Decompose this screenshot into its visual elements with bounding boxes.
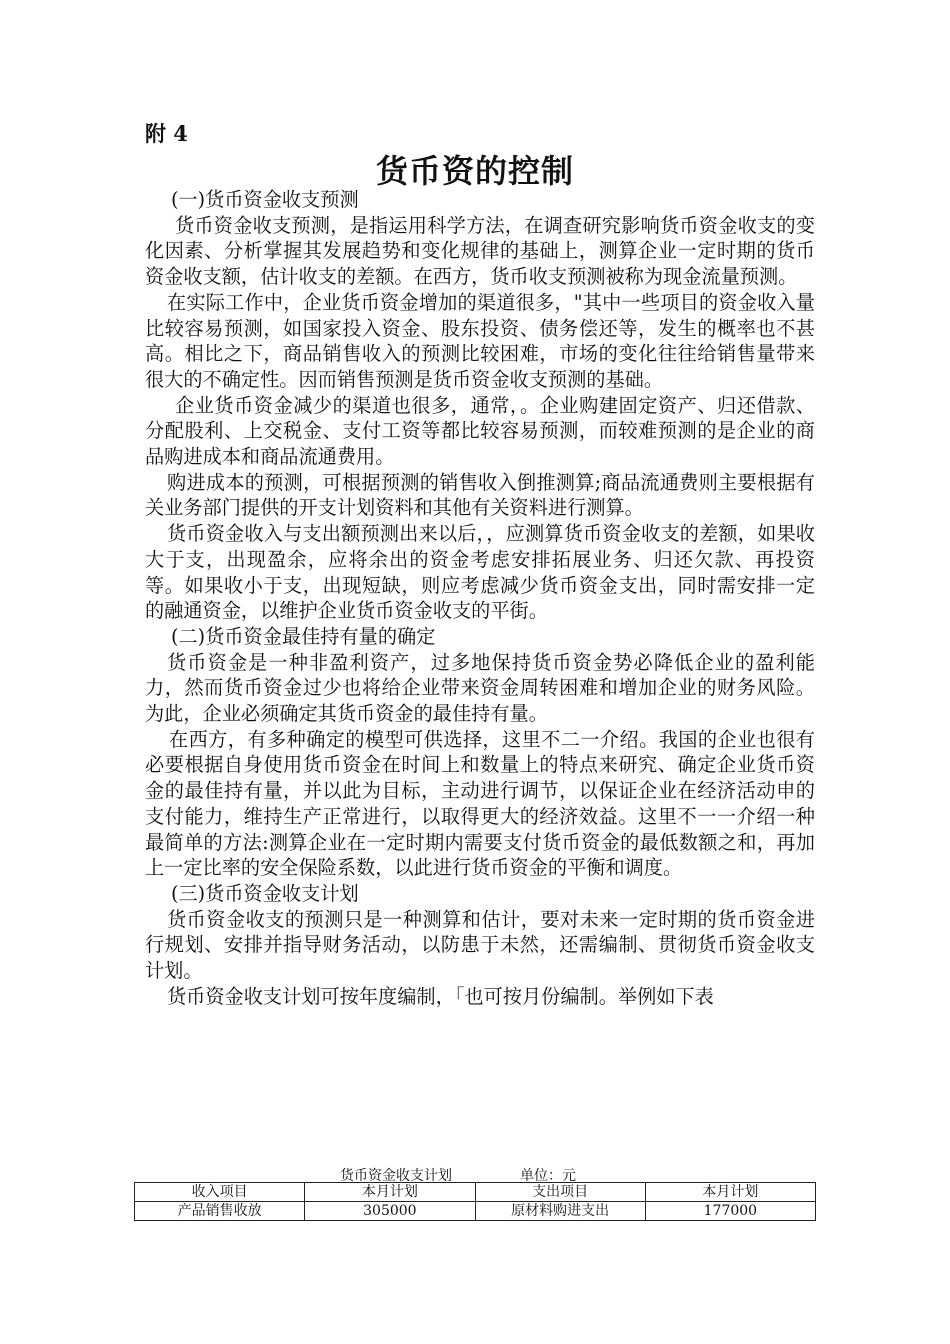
table-header-row	[135, 1183, 816, 1202]
paragraph: 货币资金收支计划可按年度编制，「也可按月份编制。举例如下表	[167, 984, 714, 1008]
table-cell: 产品销售收放	[135, 1202, 305, 1221]
table-row	[135, 1202, 816, 1221]
table-header-cell: 收入项目	[135, 1183, 305, 1202]
paragraph: 货币资金收支预测，是指运用科学方法，在调查研究影响货币资金收支的变化因素、分析掌握其发展趋势和变化规律的基础上，测算企业一定时期的货币资金收支额，估计收支的差额。在西方，货币收支预测被称为现金流量预测。	[145, 213, 815, 289]
cash-plan-table	[134, 1182, 816, 1221]
paragraph: 货币资金收入与支出额预测出来以后，，应测算货币资金收支的差额，如果收大于支，出现盈余，应将余出的资金考虑安排拓展业务、归还欠款、再投资等。如果收小于支，出现短缺，则应考虑减少货币资金支出，同时需安排一定的融通资金，以维护企业货币资金收支的平街。	[145, 522, 815, 623]
paragraph: 企业货币资金减少的渠道也很多，通常，。企业购建固定资产、归还借款、分配股利、上交税金、支付工资等都比较容易预测，而较难预测的是企业的商品购进成本和商品流通费用。	[145, 393, 815, 469]
paragraph: 货币资金收支的预测只是一种测算和估计，要对未来一定时期的货币资金进行规划、安排并指导财务活动，以防患于未然，还需编制、贯彻货币资金收支计划。	[145, 907, 815, 983]
table-header-cell: 本月计划	[305, 1183, 475, 1202]
paragraph: 在西方，有多种确定的模型可供选择，这里不二一介绍。我国的企业也很有必要根据自身使用货币资金在时间上和数量上的特点来研究、确定企业货币资金的最佳持有量，并以此为目标，主动进行调节，以保证企业在经济活动申的支付能力，维持生产正常进行，以取得更大的经济效益。这里不一一介绍一种最简单的方法:测算企业在一定时期内需要支付货币资金的最低数额之和，再加上一定比率的安全保险系数，以此进行货币资金的平衡和调度。	[145, 727, 815, 880]
table-header-cell: 本月计划	[645, 1183, 815, 1202]
table-caption-title: 货币资金收支计划	[340, 1168, 452, 1184]
section-heading: (一)货币资金收支预测	[171, 188, 359, 211]
paragraph: 在实际工作中，企业货币资金增加的渠道很多，"其中一些项目的资金收入量比较容易预测，如国家投入资金、股东投资、债务偿还等，发生的概率也不甚高。相比之下，商品销售收入的预测比较困难，市场的变化往往给销售量带来很大的不确定性。因而销售预测是货币资金收支预测的基础。	[145, 290, 815, 391]
document-body	[145, 187, 815, 1010]
table-cell: 原材料购进支出	[475, 1202, 645, 1221]
paragraph: 货币资金是一种非盈利资产，过多地保持货币资金势必降低企业的盈利能力，然而货币资金过少也将给企业带来资金周转困难和增加企业的财务风险。为此，企业必须确定其货币资金的最佳持有量。	[145, 650, 815, 726]
section-heading: (三)货币资金收支计划	[171, 881, 359, 905]
table-cell: 177000	[645, 1202, 815, 1221]
appendix-label: 附 4	[145, 121, 188, 146]
section-heading: (二)货币资金最佳持有量的确定	[171, 624, 436, 648]
paragraph: 购进成本的预测，可根据预测的销售收入倒推测算;商品流通费则主要根据有关业务部门提供的开支计划资料和其他有关资料进行测算。	[145, 470, 815, 520]
table-header-cell: 支出项目	[475, 1183, 645, 1202]
table-cell: 305000	[305, 1202, 475, 1221]
table-unit: 单位：元	[520, 1168, 576, 1184]
page-title: 货币资的控制	[375, 152, 574, 190]
